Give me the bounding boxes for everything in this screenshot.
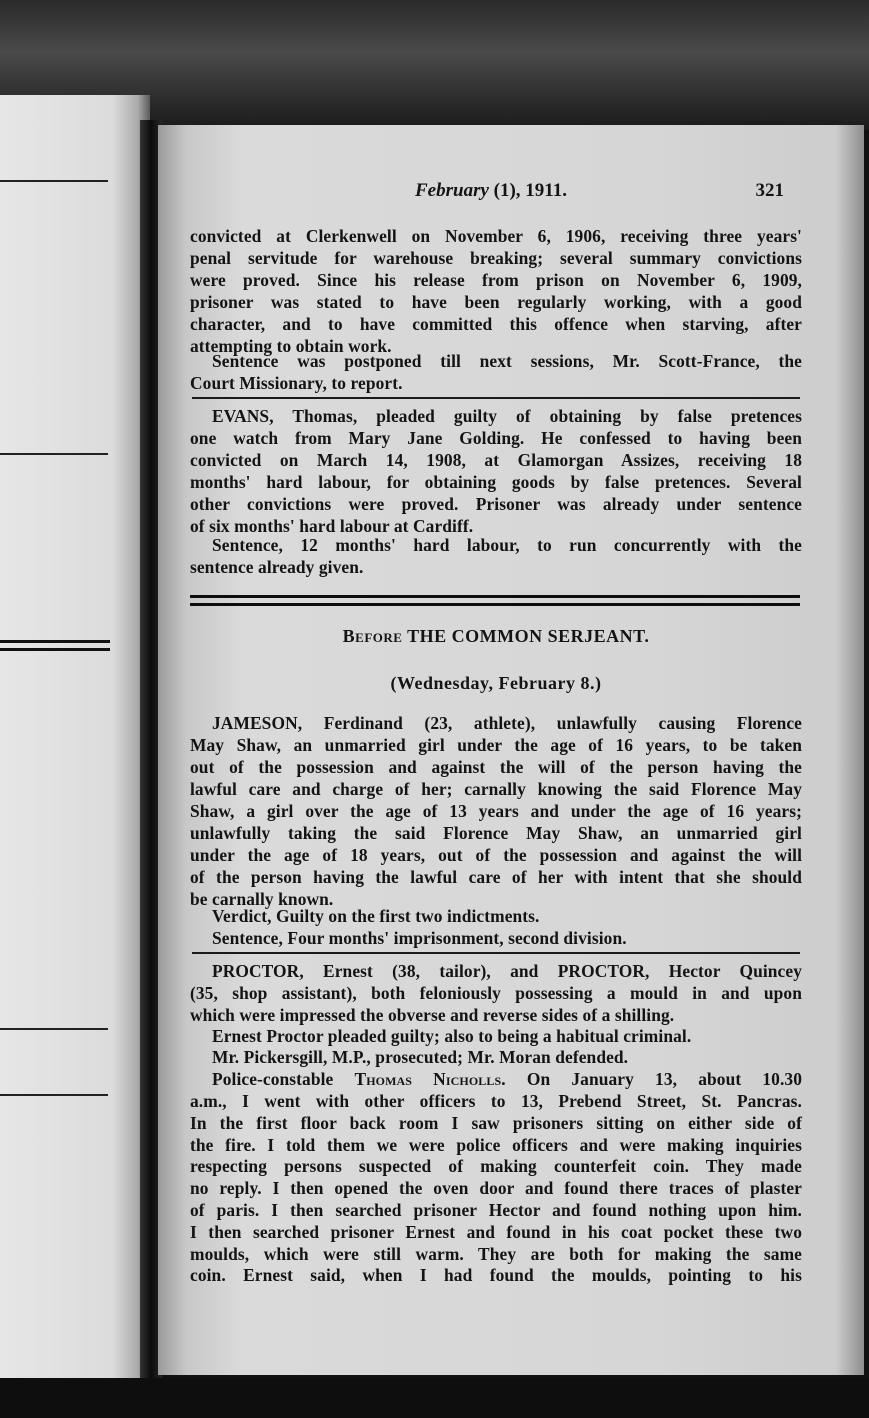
section-heading <box>190 626 802 647</box>
text-line: coin. Ernest said, when I had found the moulds, pointing to his <box>190 1265 802 1286</box>
left-page-rule <box>0 180 108 182</box>
text-line: Sentence was postponed till next sessions, Mr. Scott-France, the <box>212 351 802 371</box>
text-line: convicted on March 14, 1908, at Glamorgan Assizes, receiving 18 <box>190 450 802 470</box>
section-heading-title: THE COMMON SERJEANT. <box>402 626 650 646</box>
text-line: Court Missionary, to report. <box>190 373 403 393</box>
section-heading-before: Before <box>342 626 403 646</box>
text-line: sentence already given. <box>190 557 364 577</box>
text-line: of six months' hard labour at Cardiff. <box>190 516 474 536</box>
text-line: unlawfully taking the said Florence May Shaw, an unmarried girl <box>190 823 802 843</box>
running-head <box>190 180 802 206</box>
section-double-rule <box>190 595 800 606</box>
running-head-date <box>415 180 567 202</box>
left-page-rule <box>0 1094 108 1096</box>
text-fragment: Police-constable <box>212 1069 355 1089</box>
text-line: (35, shop assistant), both feloniously possessing a mould in and upon <box>190 983 802 1003</box>
text-line: were proved. Since his release from prison on November 6, 1909, <box>190 270 802 290</box>
text-line: convicted at Clerkenwell on November 6, 1906, receiving three years' <box>190 226 802 246</box>
text-line <box>212 1068 802 1090</box>
text-line: character, and to have committed this offence when starving, after <box>190 314 802 334</box>
text-line: I then searched prisoner Ernest and found in his coat pocket these two <box>190 1221 802 1242</box>
text-line: Verdict, Guilty on the first two indictments. <box>212 906 540 926</box>
running-head-month: February <box>415 180 489 201</box>
text-line: no reply. I then opened the oven door and found there traces of plaster <box>190 1178 802 1199</box>
section-rule <box>192 952 800 954</box>
text-line: which were impressed the obverse and reverse sides of a shilling. <box>190 1005 675 1025</box>
text-fragment: . On January 13, about 10.30 <box>501 1069 802 1089</box>
text-line: Mr. Pickersgill, M.P., prosecuted; Mr. Moran defended. <box>212 1047 629 1067</box>
text-line: JAMESON, Ferdinand (23, athlete), unlawfully causing Florence <box>212 713 802 733</box>
text-line: respecting persons suspected of making counterfeit coin. They made <box>190 1156 802 1177</box>
text-line: out of the possession and against the will of the person having the <box>190 757 802 777</box>
text-line: PROCTOR, Ernest (38, tailor), and PROCTOR, Hector Quincey <box>212 961 802 981</box>
text-line: Sentence, Four months' imprisonment, second division. <box>212 928 627 948</box>
book-bottom-shadow <box>0 1378 869 1418</box>
text-line: under the age of 18 years, out of the possession and against the will <box>190 845 802 865</box>
text-line: Shaw, a girl over the age of 13 years and under the age of 16 years; <box>190 801 802 821</box>
running-head-rest: (1), 1911. <box>488 180 568 201</box>
text-line: one watch from Mary Jane Golding. He confessed to having been <box>190 428 802 448</box>
text-line: Ernest Proctor pleaded guilty; also to being a habitual criminal. <box>212 1026 692 1046</box>
text-line: be carnally known. <box>190 889 334 909</box>
text-line: penal servitude for warehouse breaking; several summary convictions <box>190 248 802 268</box>
left-page-rule <box>0 1028 108 1030</box>
text-line: EVANS, Thomas, pleaded guilty of obtaining by false pretences <box>212 406 802 426</box>
section-rule <box>192 397 800 399</box>
left-page-double-rule <box>0 640 110 651</box>
text-line: of paris. I then searched prisoner Hector and found nothing upon him. <box>190 1200 802 1220</box>
text-line: the fire. I told them we were police officers and were making inquiries <box>190 1134 802 1155</box>
text-line: moulds, which were still warm. They are both for making the same <box>190 1243 802 1264</box>
text-line: lawful care and charge of her; carnally knowing the said Florence May <box>190 779 802 799</box>
text-line: prisoner was stated to have been regularly working, with a good <box>190 292 802 312</box>
text-line: attempting to obtain work. <box>190 336 392 356</box>
text-line: months' hard labour, for obtaining goods by false pretences. Several <box>190 472 802 492</box>
witness-name: Thomas Nicholls <box>354 1069 502 1089</box>
session-date: (Wednesday, February 8.) <box>390 673 602 693</box>
text-line: In the first floor back room I saw prisoners sitting on either side of <box>190 1112 802 1133</box>
text-line: of the person having the lawful care of her with intent that she should <box>190 867 802 887</box>
left-page-rule <box>0 453 108 455</box>
text-line: Sentence, 12 months' hard labour, to run concurrently with the <box>212 535 802 555</box>
text-line: other convictions were proved. Prisoner was already under sentence <box>190 494 802 514</box>
left-page <box>0 95 150 1385</box>
page-number: 321 <box>755 180 784 201</box>
text-line: May Shaw, an unmarried girl under the age of 16 years, to be taken <box>190 735 802 755</box>
text-line: a.m., I went with other officers to 13, Prebend Street, St. Pancras. <box>190 1091 802 1111</box>
